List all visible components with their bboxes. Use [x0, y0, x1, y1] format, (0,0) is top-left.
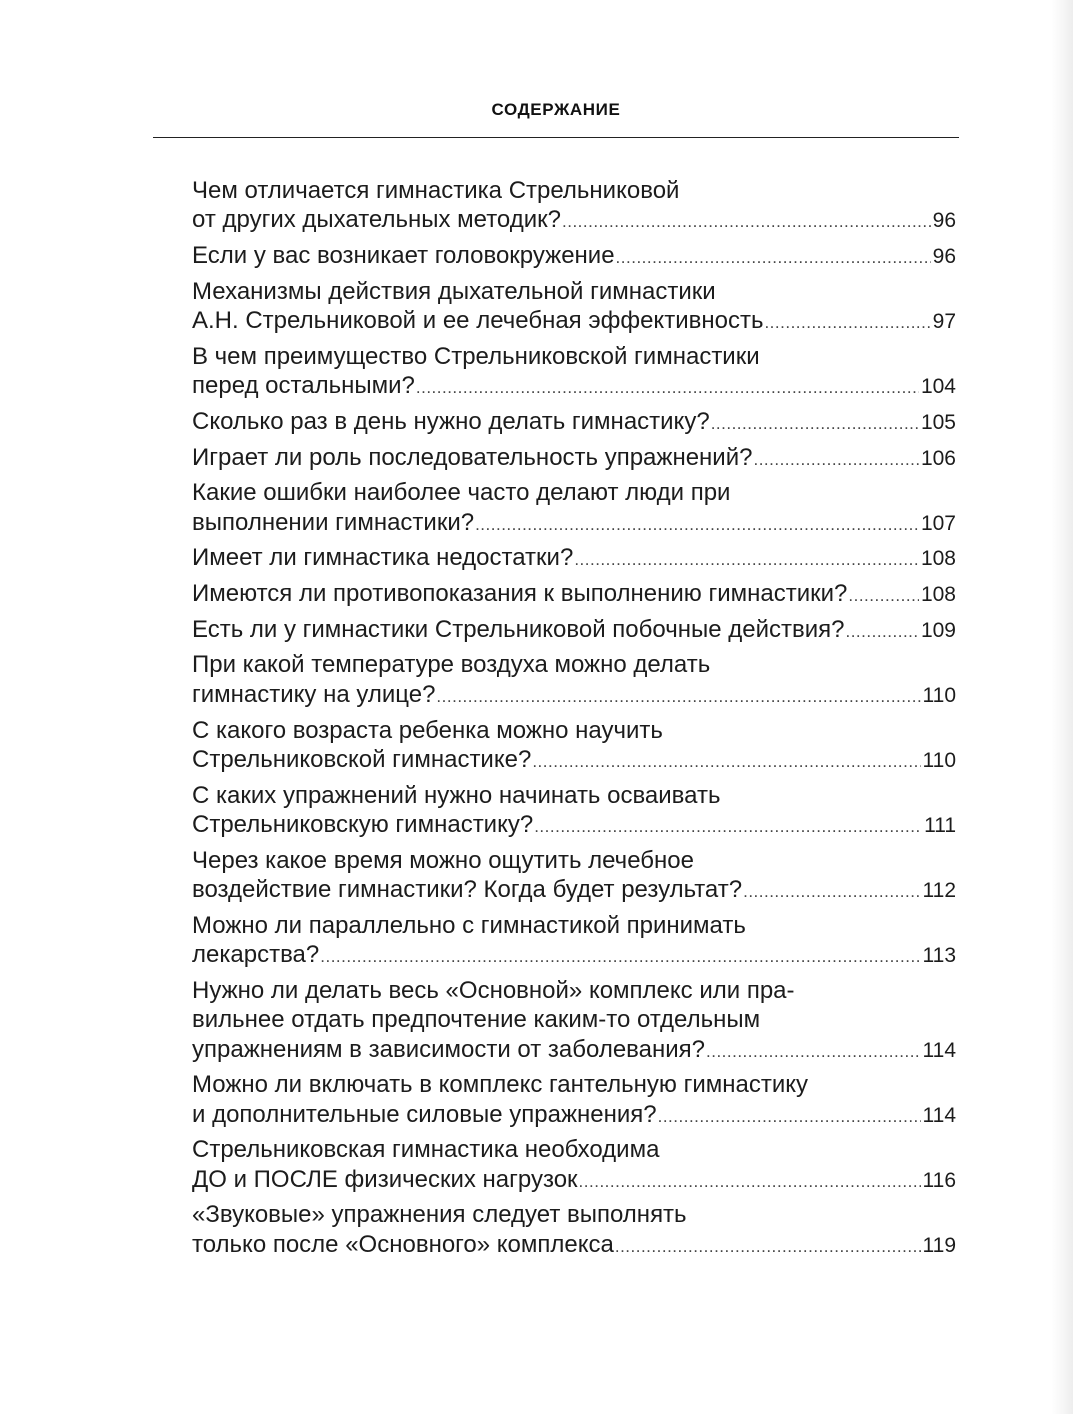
toc-entry-title-line: Какие ошибки наиболее часто делают люди при	[192, 479, 731, 507]
toc-entry-title-line: С каких упражнений нужно начинать осваивать	[192, 781, 721, 809]
toc-entry-title-line: Механизмы действия дыхательной гимнастики	[192, 277, 716, 305]
toc-entry-last-line	[192, 1165, 956, 1194]
toc-page-number: 119	[922, 1233, 956, 1257]
toc-entry-title-line: При какой температуре воздуха можно делать	[192, 651, 711, 679]
toc-entry	[192, 407, 956, 436]
toc-entry-last-line	[192, 810, 956, 839]
toc-entry-last-line	[192, 615, 956, 644]
header-divider	[153, 137, 959, 138]
toc-entry	[192, 1200, 956, 1259]
toc-entry	[192, 976, 956, 1064]
toc-entry-title-line: ДО и ПОСЛЕ физических нагрузок	[192, 1165, 578, 1193]
page-edge-shadow	[1051, 0, 1073, 1414]
toc-entry	[192, 1070, 956, 1129]
page-title: СОДЕРЖАНИЕ	[491, 100, 621, 119]
toc-entry	[192, 543, 956, 572]
toc-entry	[192, 241, 956, 270]
toc-entry	[192, 650, 956, 709]
toc-entry-title-line: Имеются ли противопоказания к выполнению гимнастики?	[192, 580, 848, 608]
toc-page-number: 96	[932, 209, 956, 233]
toc-entry	[192, 176, 956, 235]
dot-leader	[706, 1037, 921, 1066]
toc-page-number: 110	[922, 748, 956, 772]
toc-entry-last-line	[192, 875, 956, 904]
toc-entry-title-line: выполнении гимнастики?	[192, 508, 475, 536]
toc-entry-title-line: Имеет ли гимнастика недостатки?	[192, 544, 574, 572]
toc-page-number: 108	[920, 547, 956, 571]
dot-leader	[764, 308, 930, 337]
toc-entry-title-line: Нужно ли делать весь «Основной» комплекс или пра-	[192, 976, 795, 1004]
toc-page-number: 106	[920, 446, 956, 470]
dot-leader	[658, 1102, 921, 1131]
toc-page-number: 97	[932, 310, 956, 334]
dot-leader	[615, 1232, 921, 1261]
toc-page-number: 96	[932, 245, 956, 269]
toc-page-number: 114	[922, 1103, 956, 1127]
toc-entry	[192, 342, 956, 401]
toc-entry-last-line	[192, 543, 956, 572]
toc-entry-last-line	[192, 205, 956, 234]
toc-entry	[192, 846, 956, 905]
toc-entry-last-line	[192, 508, 956, 537]
toc-entry	[192, 1135, 956, 1194]
dot-leader	[562, 207, 931, 236]
toc-entry-title-line: Сколько раз в день нужно делать гимнастику?	[192, 407, 710, 435]
toc-entry-title-line: от других дыхательных методик?	[192, 206, 561, 234]
toc-entry-title-line: воздействие гимнастики? Когда будет результат?	[192, 876, 743, 904]
toc-entry-title-line: Есть ли у гимнастики Стрельниковой побочные действия?	[192, 615, 845, 643]
toc-page-number: 110	[922, 683, 956, 707]
toc-entry-title-line: Чем отличается гимнастика Стрельниковой	[192, 177, 680, 204]
dot-leader	[579, 1167, 921, 1196]
toc-entry	[192, 911, 956, 970]
toc-entry-last-line	[192, 407, 956, 436]
dot-leader	[711, 409, 919, 438]
toc-entry-title-line: упражнениям в зависимости от заболевания?	[192, 1035, 705, 1063]
toc-entry-title-line: лекарства?	[192, 941, 320, 969]
toc-entry-title-line: Если у вас возникает головокружение	[192, 242, 615, 270]
toc-entry	[192, 579, 956, 608]
toc-entry-last-line	[192, 1230, 956, 1259]
toc-entry-last-line	[192, 680, 956, 709]
toc-entry	[192, 781, 956, 840]
toc-entry	[192, 277, 956, 336]
toc-entry	[192, 716, 956, 775]
toc-entry-title-line: Стрельниковскую гимнастику?	[192, 810, 534, 838]
toc-entry-last-line	[192, 1100, 956, 1129]
toc-entry-title-line: Можно ли параллельно с гимнастикой принимать	[192, 911, 746, 939]
toc-entry-title-line: только после «Основного» комплекса	[192, 1230, 614, 1258]
toc-entry-title-line: вильнее отдать предпочтение каким-то отдельным	[192, 1006, 761, 1034]
dot-leader	[534, 812, 922, 841]
dot-leader	[848, 581, 919, 610]
toc-entry-title-line: В чем преимущество Стрельниковской гимнастики	[192, 342, 760, 370]
dot-leader	[320, 942, 920, 971]
toc-page-number: 109	[920, 618, 956, 642]
toc-page-number: 112	[922, 879, 956, 903]
dot-leader	[532, 747, 920, 776]
dot-leader	[753, 445, 918, 474]
dot-leader	[436, 682, 920, 711]
toc-entry	[192, 615, 956, 644]
toc-entry-last-line	[192, 745, 956, 774]
toc-page-number: 108	[920, 583, 956, 607]
toc-entry-title-line: перед остальными?	[192, 372, 415, 400]
dot-leader	[475, 510, 919, 539]
dot-leader	[743, 877, 920, 906]
toc-entry-title-line: Стрельниковская гимнастика необходима	[192, 1136, 660, 1164]
toc-page-number: 111	[924, 813, 956, 837]
toc-entry-title-line: Стрельниковской гимнастике?	[192, 745, 532, 773]
table-of-contents	[192, 176, 956, 1266]
toc-entry-title-line: «Звуковые» упражнения следует выполнять	[192, 1201, 687, 1229]
toc-entry-last-line	[192, 306, 956, 335]
toc-entry-last-line	[192, 241, 956, 270]
toc-entry-last-line	[192, 371, 956, 400]
toc-page-number: 113	[922, 944, 956, 968]
toc-page-number: 104	[920, 375, 956, 399]
toc-entry-last-line	[192, 1035, 956, 1064]
toc-entry-last-line	[192, 443, 956, 472]
toc-page-number: 105	[920, 410, 956, 434]
toc-page-number: 107	[920, 511, 956, 535]
toc-page-number: 116	[922, 1168, 956, 1192]
toc-entry	[192, 478, 956, 537]
dot-leader	[574, 545, 919, 574]
toc-entry-last-line	[192, 940, 956, 969]
toc-entry-title-line: гимнастику на улице?	[192, 680, 436, 708]
toc-entry-title-line: С какого возраста ребенка можно научить	[192, 716, 663, 744]
toc-entry	[192, 443, 956, 472]
dot-leader	[616, 243, 931, 272]
toc-entry-title-line: Можно ли включать в комплекс гантельную гимнастику	[192, 1071, 809, 1099]
dot-leader	[416, 373, 919, 402]
toc-entry-title-line: А.Н. Стрельниковой и ее лечебная эффективность	[192, 307, 764, 335]
toc-entry-title-line: Через какое время можно ощутить лечебное	[192, 846, 694, 874]
toc-entry-title-line: Играет ли роль последовательность упражнений?	[192, 443, 753, 471]
toc-entry-title-line: и дополнительные силовые упражнения?	[192, 1100, 657, 1128]
toc-entry-last-line	[192, 579, 956, 608]
toc-page-number: 114	[922, 1038, 956, 1062]
dot-leader	[845, 617, 918, 646]
